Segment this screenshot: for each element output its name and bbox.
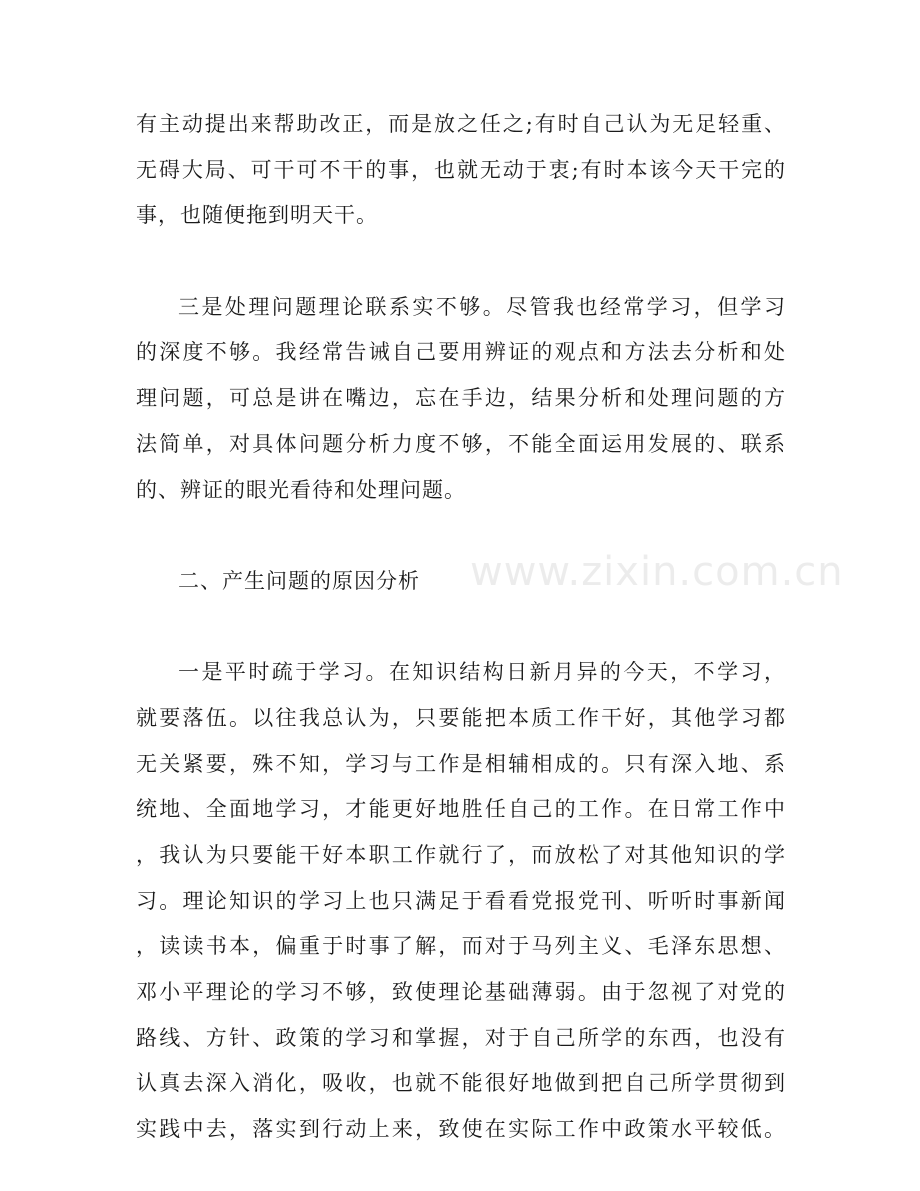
text-line: 认真去深入消化，吸收，也就不能很好地做到把自己所学贯彻到 <box>136 1071 786 1096</box>
text-line: 事，也随便拖到明天干。 <box>136 203 378 228</box>
text-line: ，读读书本，偏重于时事了解，而对于马列主义、毛泽东思想、 <box>136 934 786 959</box>
text-line: 的深度不够。我经常告诫自己要用辨证的观点和方法去分析和处 <box>136 340 786 365</box>
text-line: 法简单，对具体问题分析力度不够，不能全面运用发展的、联系 <box>136 431 786 456</box>
text-line: 一是平时疏于学习。在知识结构日新月异的今天，不学习， <box>178 660 786 685</box>
watermark: www.zixin.com.cn <box>470 549 844 595</box>
paragraph-spacer <box>136 605 786 651</box>
text-line: ，我认为只要能干好本职工作就行了，而放松了对其他知识的学 <box>136 843 786 867</box>
document-body <box>136 102 786 1153</box>
paragraph-spacer <box>136 513 786 559</box>
text-line: 理问题，可总是讲在嘴边，忘在手边，结果分析和处理问题的方 <box>136 386 786 411</box>
text-line: 统地、全面地学习，才能更好地胜任自己的工作。在日常工作中 <box>136 797 786 822</box>
section-heading: 二、产生问题的原因分析 <box>178 568 420 593</box>
text-line: 无碍大局、可干可不干的事，也就无动于衷;有时本该今天干完的 <box>136 157 786 182</box>
paragraph-spacer <box>136 239 786 285</box>
text-line: 无关紧要，殊不知，学习与工作是相辅相成的。只有深入地、系 <box>136 751 786 776</box>
text-line: 习。理论知识的学习上也只满足于看看党报党刊、听听时事新闻 <box>136 888 786 913</box>
text-line: 邓小平理论的学习不够，致使理论基础薄弱。由于忽视了对党的 <box>136 980 786 1005</box>
paragraph-continued <box>136 102 786 239</box>
paragraph-one <box>136 650 786 1153</box>
text-line: 路线、方针、政策的学习和掌握，对于自己所学的东西，也没有 <box>136 1025 786 1050</box>
text-line: 三是处理问题理论联系实不够。尽管我也经常学习，但学习 <box>178 294 786 319</box>
text-line: 就要落伍。以往我总认为，只要能把本质工作干好，其他学习都 <box>136 705 786 730</box>
text-line: 的、辨证的眼光看待和处理问题。 <box>136 477 466 502</box>
text-line: 有主动提出来帮助改正，而是放之任之;有时自己认为无足轻重、 <box>136 112 786 136</box>
text-line: 实践中去，落实到行动上来，致使在实际工作中政策水平较低。 <box>136 1117 786 1142</box>
paragraph-three <box>136 285 786 513</box>
